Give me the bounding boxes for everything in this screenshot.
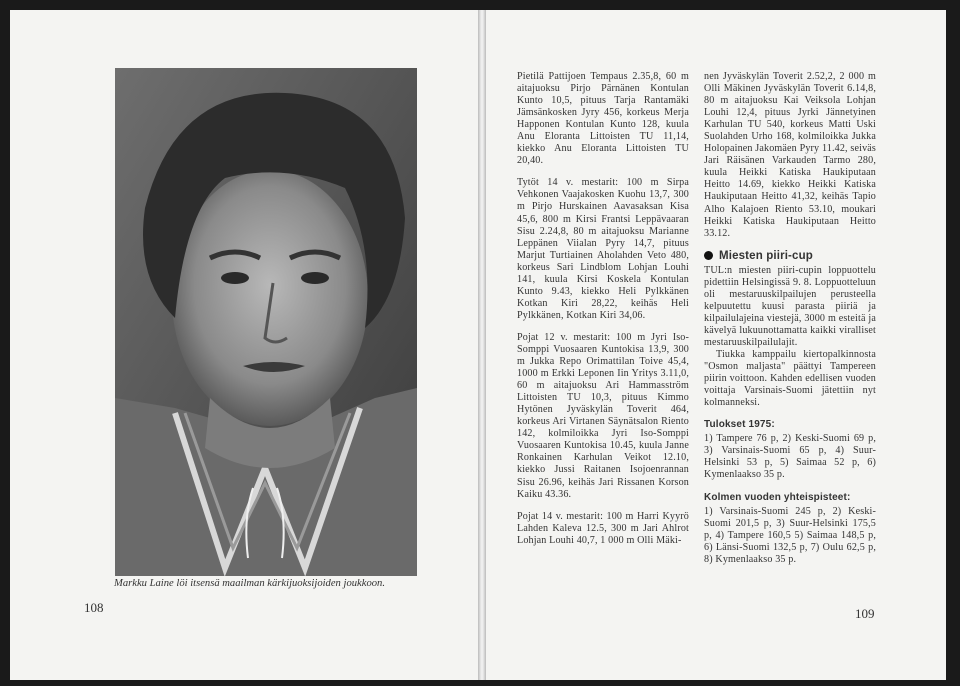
paragraph: Pietilä Pattijoen Tempaus 2.35,8, 60 m aitajuoksu Pirjo Pärnänen Kontulan Kunto 10,5, pituus Tarja Rantamäki Jämsänkosken Jyry 456, korkeus Merja Happonen Kontulan Kunto 128, kuula Anu Eloranta Littoisten TU 11,14, kiekko Anu Eloranta Littoisten TU 20,40. bbox=[517, 71, 689, 167]
section-heading bbox=[704, 250, 876, 262]
photo-caption: Markku Laine löi itsensä maailman kärkijuoksijoiden joukkoon. bbox=[114, 578, 385, 589]
paragraph: Tiukka kamppailu kiertopalkinnosta "Osmon maljasta" päättyi Tampereen piirin voittoon. Kahden edellisen vuoden voittaja Varsinais-Suomi jätettiin nyt kolmanneksi. bbox=[704, 349, 876, 409]
results-text: 1) Tampere 76 p, 2) Keski-Suomi 69 p, 3) Varsinais-Suomi 65 p, 4) Suur-Helsinki 53 p, 5) Saimaa 52 p, 6) Kymenlaakso 35 p. bbox=[704, 433, 876, 481]
paragraph: TUL:n miesten piiri-cupin loppuottelu pidettiin Helsingissä 9. 8. Loppuotteluun oli mestaruuskilpailujen perusteella kelpuutettu kuusi parasta piiriä ja kilpailulajeina viestejä, 3000 m esteitä ja kävelyä lukuunottamatta kaikki viralliset mestaruuskilpailulajit. bbox=[704, 264, 876, 348]
page-number-left: 108 bbox=[84, 600, 104, 615]
middle-text-column bbox=[517, 71, 689, 547]
bullet-icon bbox=[704, 251, 713, 260]
book-gutter bbox=[478, 10, 486, 680]
totals-heading: Kolmen vuoden yhteispisteet: bbox=[704, 491, 851, 503]
totals-text: 1) Varsinais-Suomi 245 p, 2) Keski-Suomi 201,5 p, 3) Suur-Helsinki 175,5 p, 4) Tampere 160,5 5) Saimaa 148,5 p, 6) Länsi-Suomi 132,5 p, 7) Oulu 62,5 p, 8) Kymenlaakso 35 p. bbox=[704, 505, 876, 565]
page-number-right: 109 bbox=[855, 606, 875, 621]
paragraph: nen Jyväskylän Toverit 2.52,2, 2 000 m Olli Mäkinen Jyväskylän Toverit 6.14,8, 80 m aitajuoksu Kai Veiksola Lohjan Louhi 12,4, pituus Jyrki Jännetyinen Karhulan TU 540, korkeus Matti Uski Suolahden Urho 168, kolmiloikka Jukka Holopainen Jakomäen Pyry 11.42, seiväs Jari Räisänen Varkauden Tarmo 280, kuula Heikki Katiska Haukiputaan Heitto 14.69, kiekko Heikki Katiska Haukiputaan Heitto 41,32, keihäs Tapio Alho Kalajoen Riento 53.10, moukari Heikki Katiska Haukiputaan Heitto 33.12. bbox=[704, 71, 876, 239]
section-title: Miesten piiri-cup bbox=[719, 249, 813, 262]
paragraph: Pojat 12 v. mestarit: 100 m Jyri Iso-Somppi Vuosaaren Kuntokisa 13,9, 300 m Jukka Repo Orimattilan Toive 45,4, 1000 m Erkki Leponen Iin Yritys 3.11,0, 60 m aitajuoksu Ari Hammasström Littoisten TU 10,3, pituus Kimmo Hytönen Jyväskylän Toverit 464, korkeus Ari Virtanen Säynätsalon Riento 142, kolmiloikka Jyri Iso-Somppi Vuosaaren Kuntokisa 10.45, kuula Janne Ronkainen Karhulan Veikot 12.10, kiekko Jussi Raitanen Isojoenrannan Sisu 26.96, keihäs Jari Rissanen Korson Kaiku 43.36. bbox=[517, 331, 689, 500]
results-heading: Tulokset 1975: bbox=[704, 419, 775, 431]
right-text-column bbox=[704, 71, 876, 566]
portrait-photo bbox=[115, 68, 417, 576]
paragraph: Tytöt 14 v. mestarit: 100 m Sirpa Vehkonen Vaajakosken Kuohu 13,7, 300 m Pirjo Hurskainen Aavasaksan Kisa 45,6, 800 m Kirsi Frantsi Leppävaaran Sisu 2.24,8, 80 m aitajuoksu Marianne Leppänen Viialan Pyry 14,7, pituus Marjut Turtiainen Aholahden Veto 480, korkeus Sari Lindblom Lohjan Louhi 141, kuula Kirsi Koskela Kontulan Kunto 9.43, kiekko Heli Pylkkänen Kotkan Kiri 28,22, keihäs Heli Pylkkänen, Kotkan Kiri 34,06. bbox=[517, 177, 689, 321]
paragraph: Pojat 14 v. mestarit: 100 m Harri Kyyrö Lahden Kaleva 12.5, 300 m Jari Ahlrot Lohjan Louhi 40,7, 1 000 m Olli Mäki- bbox=[517, 510, 689, 546]
